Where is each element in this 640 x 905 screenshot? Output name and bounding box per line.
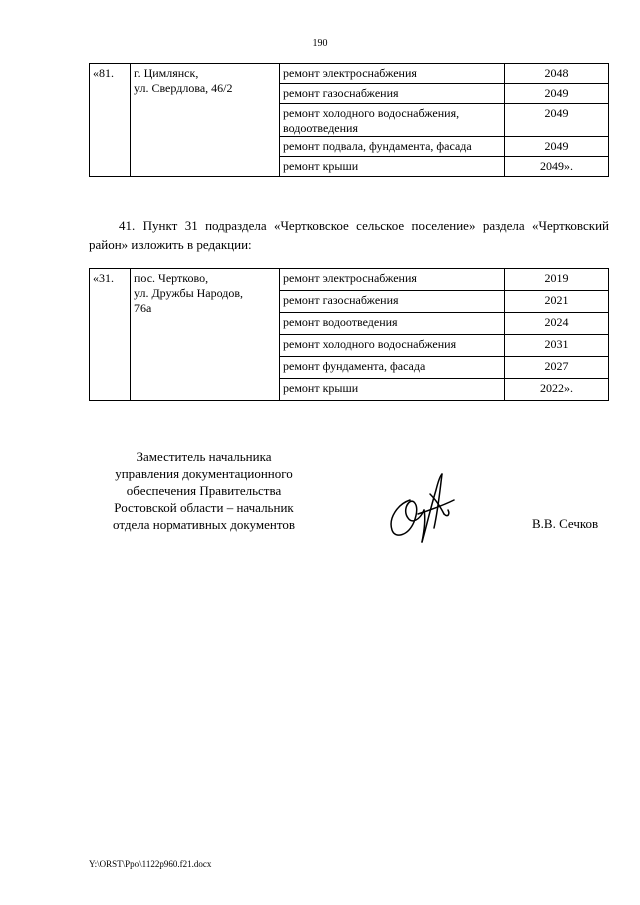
- work-year: 2019: [505, 269, 609, 291]
- table-row: [90, 64, 609, 84]
- signer-title-line: обеспечения Правительства: [126, 483, 282, 498]
- item-address: [131, 269, 280, 401]
- work-type: ремонт электроснабжения: [280, 64, 505, 84]
- work-type: ремонт крыши: [280, 379, 505, 401]
- address-line: 76а: [134, 301, 152, 315]
- work-year: 2024: [505, 313, 609, 335]
- address-line: ул. Дружбы Народов,: [134, 286, 244, 300]
- handwritten-signature: [378, 470, 462, 544]
- work-type: ремонт холодного водоснабжения, водоотведения: [280, 104, 505, 137]
- work-year: 2021: [505, 291, 609, 313]
- work-type: ремонт фундамента, фасада: [280, 357, 505, 379]
- signer-title-line: управления документационного: [115, 466, 293, 481]
- signer-title-line: Ростовской области – начальник: [114, 500, 294, 515]
- signer-title-line: отдела нормативных документов: [113, 517, 295, 532]
- signer-title-line: Заместитель начальника: [136, 449, 272, 464]
- table-row: [90, 269, 609, 291]
- work-year: 2049: [505, 84, 609, 104]
- amendment-paragraph: 41. Пункт 31 подраздела «Чертковское сельское поселение» раздела «Чертковский район» изложить в редакции:: [89, 218, 609, 252]
- address-line: ул. Свердлова, 46/2: [134, 81, 233, 95]
- work-year: 2049».: [505, 157, 609, 177]
- work-type: ремонт водоотведения: [280, 313, 505, 335]
- item-address: [131, 64, 280, 177]
- work-type: ремонт газоснабжения: [280, 291, 505, 313]
- signer-title: [89, 448, 319, 533]
- file-path: Y:\ORST\Ppo\1122p960.f21.docx: [89, 859, 212, 869]
- work-type: ремонт газоснабжения: [280, 84, 505, 104]
- work-year: 2049: [505, 137, 609, 157]
- work-type: ремонт холодного водоснабжения: [280, 335, 505, 357]
- page-number: 190: [312, 38, 328, 49]
- works-table-31: [89, 268, 609, 401]
- address-line: г. Цимлянск,: [134, 66, 199, 80]
- work-type: ремонт крыши: [280, 157, 505, 177]
- work-year: 2027: [505, 357, 609, 379]
- work-year: 2031: [505, 335, 609, 357]
- item-number: «81.: [90, 64, 131, 177]
- works-table-81: [89, 63, 609, 177]
- work-type: ремонт подвала, фундамента, фасада: [280, 137, 505, 157]
- work-year: 2049: [505, 104, 609, 137]
- work-type: ремонт электроснабжения: [280, 269, 505, 291]
- work-year: 2048: [505, 64, 609, 84]
- work-year: 2022».: [505, 379, 609, 401]
- item-number: «31.: [90, 269, 131, 401]
- address-line: пос. Чертково,: [134, 271, 209, 285]
- signer-name: В.В. Сечков: [532, 516, 599, 531]
